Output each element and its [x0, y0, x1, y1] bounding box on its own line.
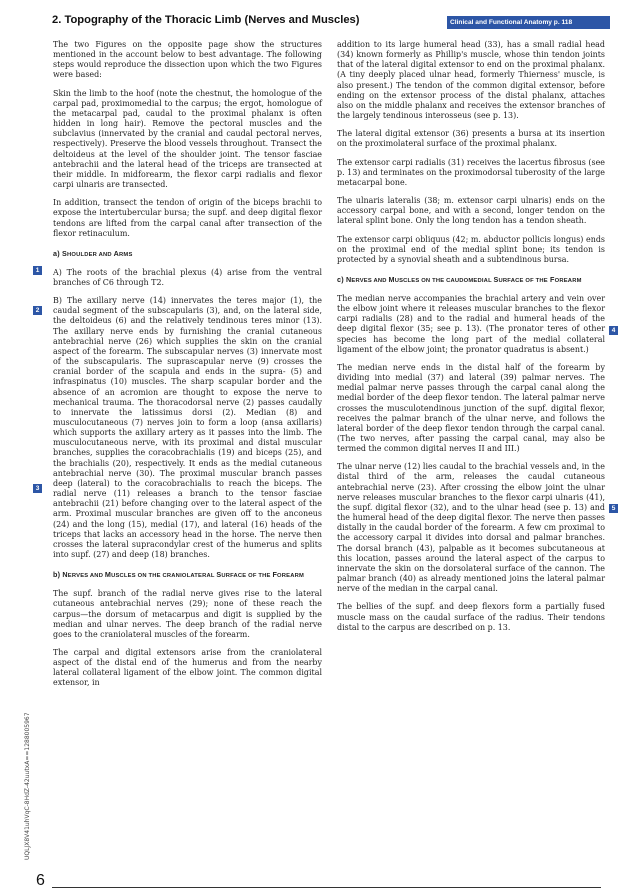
cross-reference-badge[interactable]: Clinical and Functional Anatomy p. 118 — [447, 16, 610, 29]
margin-marker-5: 5 — [609, 504, 618, 513]
section-heading-a: a) SHOULDER AND ARMS — [53, 248, 133, 258]
page-header — [52, 8, 610, 30]
intro-paragraph: In addition, transect the tendon of origin of the biceps brachii to expose the intertubercular bursa; the supf. and deep digital flexor tendons are lifted from the carpal canal after transection of the flexor retinaculum. — [53, 198, 322, 238]
body-paragraph: The extensor carpi obliquus (42; m. abductor pollicis longus) ends on the proximal end of the medial splint bone; its tendon is protected by a synovial sheath and a subtendinous bursa. — [337, 234, 605, 264]
margin-marker-4: 4 — [609, 326, 618, 335]
footer-rule — [52, 887, 601, 888]
page-number: 6 — [36, 872, 45, 889]
right-column — [337, 40, 605, 641]
body-paragraph: The median nerve ends in the distal half of the forearm by dividing into medial (37) and lateral (39) palmar nerves. The medial palmar nerve passes through the carpal canal along the medial border of the deep flexor tendon. The lateral palmar nerve crosses the musculotendinous junction of the supf. digital flexor, receives the palmar branch of the ulnar nerve, and follows the lateral border of the deep flexor tendon through the carpal canal. (The two nerves, after passing the carpal canal, may also be termed the common digital nerves II and III.) — [337, 362, 605, 454]
margin-marker-3: 3 — [33, 484, 42, 493]
body-paragraph: The lateral digital extensor (36) presents a bursa at its insertion on the proximolateral surface of the proximal phalanx. — [337, 129, 605, 149]
body-paragraph: The bellies of the supf. and deep flexors form a partially fused muscle mass on the caudal surface of the radius. Their tendons distal to the carpus are described on p. 13. — [337, 602, 605, 632]
section-heading-b: b) NERVES AND MUSCLES ON THE CRANIOLATERAL SURFACE OF THE FOREARM — [53, 570, 304, 580]
intro-paragraph: The two Figures on the opposite page show the structures mentioned in the account below to best advantage. The following steps would reproduce the dissection upon which the two Figures were based: — [53, 40, 322, 80]
section-heading-c: c) NERVES AND MUSCLES ON THE CAUDOMEDIAL SURFACE OF THE FOREARM — [337, 274, 582, 284]
body-paragraph: The median nerve accompanies the brachial artery and vein over the elbow joint where it releases muscular branches to the flexor carpi radialis (28) and to the radial and humeral heads of the deep digital flexor (35; see p. 13). (The pronator teres of other species has become the long part of the medial collateral ligament of the elbow joint; the pronator quadratus is absent.) — [337, 293, 605, 354]
left-column — [53, 40, 322, 697]
body-paragraph: The ulnaris lateralis (38; m. extensor carpi ulnaris) ends on the accessory carpal bone, and with a second, longer tendon on the lateral splint bone. Only the long tendon has a tendon sheath. — [337, 196, 605, 226]
margin-marker-2: 2 — [33, 306, 42, 315]
body-paragraph: addition to its large humeral head (33), has a small radial head (34) known formerly as Phillip's muscle, whose thin tendon joints that of the lateral digital extensor to end on the proximal phalanx. (A tiny deeply placed ulnar head, formerly Thierness' muscle, is also present.) The tendon of the common digital extensor, before ending on the extensor process of the distal phalanx, attaches also on the middle phalanx and receives the extensor branches of the largely tendinous interosseus (see p. 13). — [337, 40, 605, 121]
body-paragraph: The extensor carpi radialis (31) receives the lacertus fibrosus (see p. 13) and terminates on the proximodorsal tuberosity of the large metacarpal bone. — [337, 157, 605, 187]
body-paragraph: The ulnar nerve (12) lies caudal to the brachial vessels and, in the distal third of the arm, releases the caudal cutaneous antebrachial nerve (23). After crossing the elbow joint the ulnar nerve releases muscular branches to the flexor carpi ulnaris (41), the supf. digital flexor (32), and to the ulnar head (see p. 13) and the humeral head of the deep digital flexor. The nerve then passes distally in the caudal border of the forearm. A few cm proximal to the accessory carpal it divides into dorsal and palmar branches. The dorsal branch (43), palpable as it becomes subcutaneous at this location, passes around the lateral aspect of the carpus to innervate the skin on the dorsolateral surface of the cannon. The palmar branch (40) as already mentioned joins the lateral palmar nerve of the median in the carpal canal. — [337, 462, 605, 594]
margin-marker-1: 1 — [33, 266, 42, 275]
document-id-vertical — [21, 605, 31, 860]
intro-paragraph: Skin the limb to the hoof (note the chestnut, the homologue of the carpal pad, proximomedial to the carpus; the ergot, homologue of the metacarpal pad, caudal to the proximal phalanx is often hidden in long hair). Remove the pectoral muscles and the subclavius (innervated by the cranial and caudal pectoral nerves, respectively). Preserve the blood vessels throughout. Transect the deltoideus at the level of the shoulder joint. The tensor fasciae antebrachii and the lateral head of the triceps are transected at their middle. In midforearm, the flexor carpi radialis and flexor carpi ulnaris are transected. — [53, 88, 322, 190]
body-paragraph: A) The roots of the brachial plexus (4) arise from the ventral branches of C6 through T2. — [53, 267, 322, 287]
body-paragraph: B) The axillary nerve (14) innervates the teres major (1), the caudal segment of the subscapularis (3), and, on the lateral side, the deltoideus (6) and the relatively tendinous teres minor (13). The axillary nerve ends by furnishing the cranial cutaneous antebrachial nerve (26) which supplies the skin on the cranial aspect of the forearm. The subscapular nerves (3) innervate most of the subscapularis. The suprascapular nerve (9) crosses the cranial border of the scapula and ends in the supra- (5) and infraspinatus (10) muscles. The sharp scapular border and the absence of an acromion are thought to expose the nerve to mechanical trauma. The thoracodorsal nerve (2) passes caudally to innervate the latissimus dorsi (2). Median (8) and musculocutaneous (7) nerves join to form a loop (ansa axillaris) which supports the axillary artery as it passes into the limb. The musculocutaneous nerve, with its proximal and distal muscular branches, supplies the coracobrachialis (19) and biceps (25), and the brachialis (20), respectively. It ends as the medial cutaneous antebrachial nerve (30). The proximal muscular branch passes deep (lateral) to the coracobrachialis to reach the biceps. The radial nerve (11) releases a branch to the tensor fasciae antebrachii (21) before changing over to the lateral aspect of the arm. Proximal muscular branches are given off to the anconeus (24) and the long (15), medial (17), and lateral (16) heads of the triceps that lacks an accessory head in the horse. The nerve then crosses the lateral supracondylar crest of the humerus and splits into supf. (27) and deep (18) branches. — [53, 296, 322, 560]
body-paragraph: The carpal and digital extensors arise from the craniolateral aspect of the distal end of the humerus and from the nearby lateral collateral ligament of the elbow joint. The common digital extensor, in — [53, 647, 322, 688]
body-paragraph: The supf. branch of the radial nerve gives rise to the lateral cutaneous antebrachial nerves (29); none of these reach the carpus—the dorsum of metacarpus and digit is supplied by the median and ulnar nerves. The deep branch of the radial nerve goes to the craniolateral muscles of the forearm. — [53, 589, 322, 639]
page-title: 2. Topography of the Thoracic Limb (Nerves and Muscles) — [52, 14, 360, 26]
document-id-text: UQLJX8V41uhVqC-8HdZ-42uutxA==1288005967 — [24, 712, 31, 860]
